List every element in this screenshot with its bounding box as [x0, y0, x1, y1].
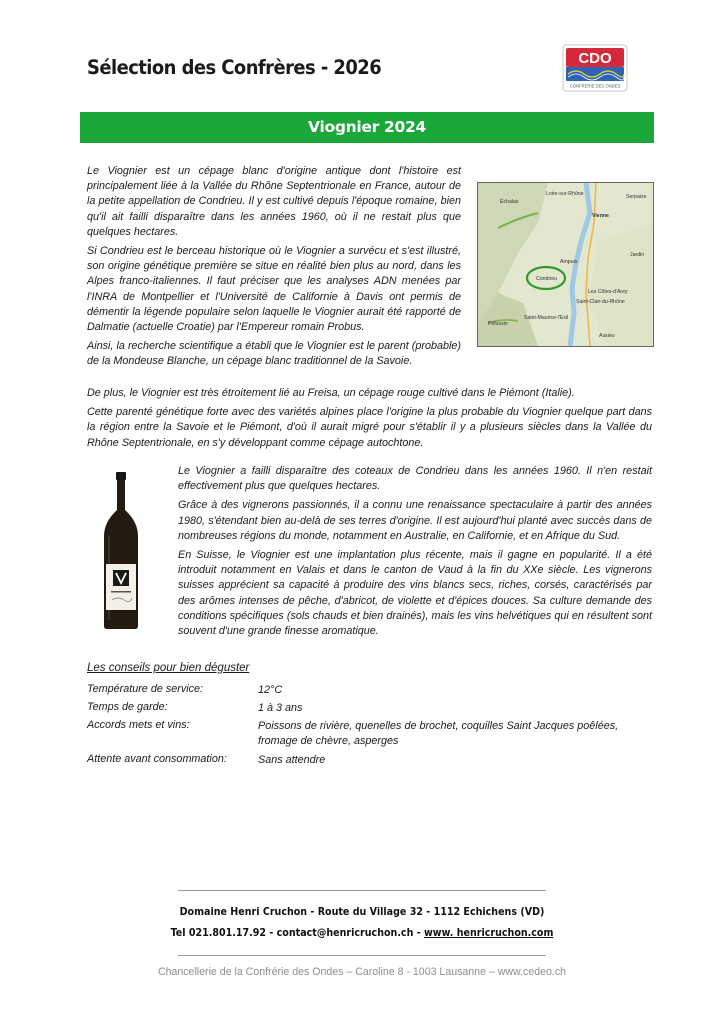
tip-label-temperature: Température de service: — [87, 683, 204, 695]
map-label: Jardin — [630, 252, 645, 258]
origin-paragraph-2: Cette parenté génétique forte avec des variétés alpines place l'origine la plus probable du Viognier quelque part dans la région entre la Savoie et le Piémont, d'où il aurait migré pour s'établir il y a plusieurs siècles dans la Vallée du Rhône Septentrionale, en s'y développant comme cépage autochtone. — [87, 406, 652, 449]
chancellerie-line: Chancellerie de la Confrérie des Ondes – Caroline 8 - 1003 Lausanne – www.cedeo.ch — [157, 966, 567, 978]
logo-text: CDO — [578, 50, 612, 67]
history-paragraph-3: En Suisse, le Viognier est une implantation plus récente, mais il gagne en popularité. Il a été introduit notamment en Valais et dans le canton de Vaud à la fin du XXe siècle. Les vignerons suisses apprécient sa capacité à produire des vins blancs secs, riches, corsés, caractérisés par des arômes intenses de pêche, d'abricot, de violette et d'épices douces. Sa culture demande des conditions spécifiques (sols chauds et bien drainés), mais les vins helvétiques qui en résultent sont souvent d'une grande finesse aromatique. — [178, 549, 652, 638]
map-label: Assieu — [599, 333, 615, 339]
intro-paragraph-1: Le Viognier est un cépage blanc d'origine antique dont l'histoire est principalement liée à la Vallée du Rhône Septentrionale en France, autour de la petite appellation de Condrieu. Il y est cultivé depuis l'époque romaine, bien qu'il ait failli disparaître dans les années 1960, où il ne restait plus que quelques hectares. — [87, 165, 461, 238]
website-link[interactable]: www. henricruchon.com — [423, 927, 554, 939]
origin-text — [87, 386, 652, 455]
domaine-address: Domaine Henri Cruchon - Route du Village 32 - 1112 Echichens (VD) — [179, 906, 545, 918]
map-label: Saint-Maurice-l'Exil — [524, 315, 569, 321]
intro-paragraph-2: Si Condrieu est le berceau historique où le Viognier a survécu et s'est illustré, son origine génétique première se situe en réalité bien plus au nord, dans les Alpes franco-italiennes. Il faut préciser que les analyses ADN menées par l'INRA de Montpellier et l'Université de Californie à Davis ont permis de démentir la légende populaire selon laquelle le Viognier aurait été rapporté de Dalmatie (actuelle Croatie) par l'Empereur romain Probus. — [87, 245, 461, 334]
footer-divider — [178, 890, 546, 891]
page-title: Sélection des Confrères - 2026 — [87, 56, 382, 79]
wine-title-banner — [80, 112, 654, 143]
tip-value-temperature: 12°C — [258, 684, 283, 696]
logo-subtext: CONFRERIE DES ONDES — [569, 83, 621, 89]
contact-text: Tel 021.801.17.92 - contact@henricruchon.ch - — [170, 927, 424, 939]
map-label: Les Côtes-d'Arey — [588, 289, 628, 295]
tip-label-attente: Attente avant consommation: — [87, 753, 227, 765]
map-label: Saint-Clair-du-Rhône — [576, 299, 625, 305]
history-text — [178, 464, 652, 643]
footer-divider — [178, 955, 546, 956]
tip-value-attente: Sans attendre — [258, 754, 326, 766]
condrieu-map — [477, 182, 654, 347]
tips-title: Les conseils pour bien déguster — [87, 662, 250, 674]
cdo-logo — [562, 44, 628, 92]
history-paragraph-1: Le Viognier a failli disparaître des coteaux de Condrieu dans les années 1960. Il n'en restait effectivement plus que quelques hectares. — [178, 465, 652, 493]
map-label: Vienne — [592, 213, 609, 219]
history-paragraph-2: Grâce à des vignerons passionnés, il a connu une renaissance spectaculaire à partir des années 1980, s'étendant bien au-delà de ses terres d'origine. Il est aujourd'hui planté avec succès dans de nombreuses régions du monde, notamment en Australie, en Californie, et en Afrique du Sud. — [178, 499, 652, 542]
intro-text — [87, 164, 461, 374]
map-label: Serpaize — [626, 194, 647, 200]
intro-paragraph-3: Ainsi, la recherche scientifique a établi que le Viognier est le parent (probable) de la Mondeuse Blanche, un cépage blanc traditionnel de la Savoie. — [87, 340, 461, 368]
tip-value-garde: 1 à 3 ans — [258, 702, 303, 714]
wine-title: Viognier 2024 — [308, 118, 426, 136]
map-label: Condrieu — [536, 276, 558, 282]
tip-label-accords: Accords mets et vins: — [87, 719, 190, 731]
domaine-contact — [36, 927, 688, 939]
map-label: Ampuis — [560, 259, 578, 265]
map-label: Loire-sur-Rhône — [546, 191, 584, 197]
origin-paragraph-1: De plus, le Viognier est très étroitement lié au Freisa, un cépage rouge cultivé dans le Piémont (Italie). — [87, 387, 575, 399]
map-label: Pélussin — [488, 321, 508, 327]
wine-bottle-image — [100, 470, 142, 630]
map-label: Échalas — [500, 199, 519, 205]
tip-value-accords: Poissons de rivière, quenelles de brochet, coquilles Saint Jacques poêlées, fromage de chèvre, asperges — [258, 720, 619, 747]
tip-label-garde: Temps de garde: — [87, 701, 168, 713]
